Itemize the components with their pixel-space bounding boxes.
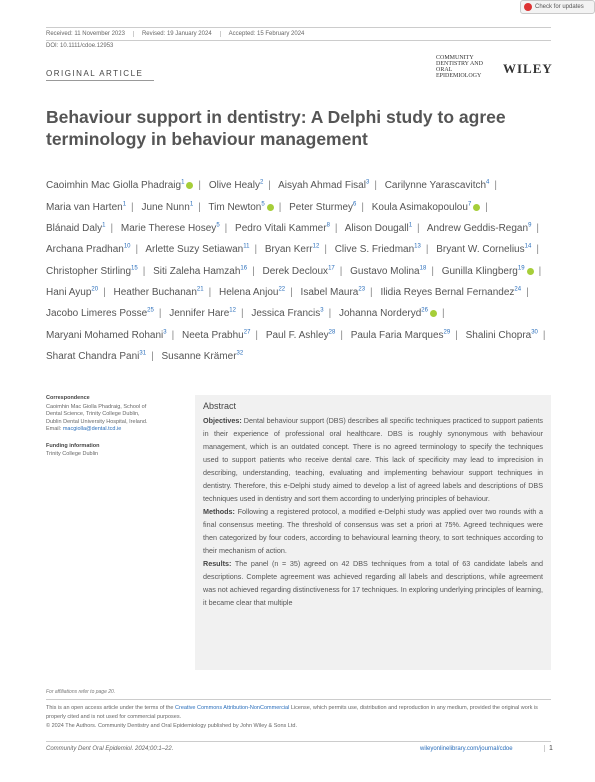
objectives-text: Dental behaviour support (DBS) describes all specific techniques practiced to support patients in their experience of professional oral healthcare. DBS is roughly synonymous with behaviour management, which is an outdated concept. There is no agreed terminology to specify the techniques used to support patients who receive dental care. This lack of specificity may lead to imprecision in describing, understanding, teaching, evaluating and implementing behaviour support techniques in dentistry. Therefore, this e-Delphi study aimed to develop a list of agreed labels and descriptions of DBS techniques used in dentistry and sort them according to underlying principles of behaviour. — [203, 416, 543, 503]
author-name: Jessica Francis — [251, 308, 321, 320]
orcid-icon[interactable] — [267, 204, 274, 211]
author-name: Gunilla Klingberg — [441, 265, 518, 277]
author-name: Maryani Mohamed Rohani — [46, 329, 164, 341]
author-separator: | — [171, 329, 175, 341]
author-affiliation-number: 1 — [122, 201, 127, 208]
author-name: Paula Faria Marques — [350, 329, 444, 341]
copyright: © 2024 The Authors. Community Dentistry and Oral Epidemiology published by John Wiley & Sons Ltd. — [46, 723, 297, 729]
license-suffix: License, which permits use, distribution and reproduction in any medium, provided the original work is properly cited and is not used for commercial purposes. — [46, 705, 538, 720]
author-affiliation-number: 1 — [102, 222, 106, 229]
author-affiliation-number: 2 — [259, 180, 264, 186]
author-name: June Nunn — [141, 201, 190, 213]
author-separator: | — [536, 222, 540, 234]
check-updates-label: Check for updates — [535, 4, 584, 10]
author-separator: | — [370, 286, 373, 298]
author[interactable] — [351, 330, 451, 341]
author[interactable] — [182, 330, 250, 341]
author-name: Clive S. Friedman — [334, 244, 415, 256]
author-name: Carilynne Yarascavitch — [384, 180, 487, 192]
correspondence-block — [46, 395, 186, 459]
author-name: Sharat Chandra Pani — [46, 350, 140, 362]
author-name: Maria van Harten — [46, 201, 123, 213]
author-name: Gustavo Molina — [350, 265, 420, 277]
author-affiliation-number: 12 — [229, 307, 236, 314]
author-affiliation-number: 7 — [467, 201, 472, 208]
author-separator: | — [240, 308, 244, 320]
author-name: Neeta Prabhu — [182, 329, 244, 341]
author-affiliation-number: 1 — [408, 222, 413, 229]
author-separator: | — [494, 180, 497, 192]
objectives-label: Objectives: — [203, 416, 242, 425]
author[interactable] — [301, 287, 366, 298]
author-separator: | — [208, 286, 212, 298]
author-name: Derek Decloux — [262, 265, 329, 277]
journal-citation: Community Dent Oral Epidemiol. 2024;00:1–22. — [46, 746, 174, 752]
author-affiliation-number: 5 — [216, 222, 220, 229]
author-separator: | — [268, 180, 271, 192]
author[interactable] — [145, 244, 249, 255]
abstract-body — [203, 414, 543, 609]
author-affiliation-number: 3 — [320, 307, 324, 314]
author-separator: | — [542, 329, 546, 341]
correspondence-line: Dublin Dental University Hospital, Ireland. — [46, 418, 148, 425]
author-separator: | — [135, 244, 139, 256]
revised-date: Revised: 19 January 2024 — [142, 31, 221, 37]
author[interactable] — [46, 202, 126, 213]
author-affiliation-number: 17 — [328, 265, 335, 272]
author-name: Christopher Stirling — [46, 265, 132, 277]
author-affiliation-number: 10 — [123, 243, 131, 250]
author[interactable] — [345, 223, 412, 234]
correspondence-line: Caoimhin Mac Giolla Phadraig, School of — [46, 403, 147, 410]
author-name: Jennifer Hare — [169, 308, 230, 320]
author-affiliation-number: 8 — [326, 222, 330, 229]
author-affiliation-number: 20 — [91, 286, 99, 293]
article-type: ORIGINAL ARTICLE — [46, 69, 144, 78]
article-type-underline — [46, 80, 154, 81]
author[interactable] — [350, 266, 426, 277]
author-name: Jacobo Limeres Posse — [46, 308, 148, 320]
author-affiliation-number: 12 — [312, 243, 320, 250]
author[interactable] — [209, 180, 263, 191]
author-affiliation-number: 5 — [261, 201, 265, 208]
author[interactable] — [442, 266, 534, 277]
author[interactable] — [262, 266, 334, 277]
author-affiliation-number: 1 — [181, 180, 185, 186]
funding-text: Trinity College Dublin — [46, 451, 99, 457]
author-name: Tim Newton — [208, 201, 262, 213]
author-separator: | — [131, 201, 134, 213]
author-separator: | — [536, 244, 539, 256]
author-affiliation-number: 32 — [236, 350, 244, 357]
author-separator: | — [340, 329, 343, 341]
correspondence-heading: Correspondence — [46, 395, 90, 401]
author-affiliation-number: 22 — [278, 286, 286, 293]
results-label: Results: — [203, 559, 232, 568]
journal-logo-line: ORAL EPIDEMIOLOGY — [436, 67, 482, 79]
author[interactable] — [335, 244, 421, 255]
author[interactable] — [46, 287, 98, 298]
orcid-icon[interactable] — [527, 268, 534, 275]
doi[interactable]: DOI: 10.1111/cdoe.12953 — [46, 43, 114, 49]
abstract-methods — [203, 505, 543, 557]
author-affiliation-number: 18 — [419, 265, 427, 272]
author[interactable] — [46, 308, 154, 319]
author[interactable] — [208, 202, 273, 213]
abstract-objectives — [203, 414, 543, 505]
author[interactable] — [385, 180, 490, 191]
author-affiliation-number: 16 — [240, 265, 248, 272]
author-separator: | — [110, 222, 114, 234]
author-separator: | — [252, 265, 255, 277]
journal-url-link[interactable]: wileyonlinelibrary.com/journal/cdoe — [420, 746, 513, 752]
author[interactable] — [141, 202, 193, 213]
author-affiliation-number: 26 — [421, 307, 428, 314]
correspondence-email-line — [46, 426, 186, 434]
journal-logo-line: DENTISTRY AND — [436, 61, 483, 67]
author[interactable] — [251, 308, 323, 319]
author-separator: | — [374, 180, 377, 192]
author-affiliation-number: 6 — [353, 201, 357, 208]
author-name: Arlette Suzy Setiawan — [145, 244, 244, 256]
author-name: Olive Healy — [208, 180, 260, 192]
author[interactable] — [427, 223, 532, 234]
author-affiliation-number: 23 — [358, 286, 366, 293]
author-separator: | — [431, 265, 434, 277]
author-separator: | — [198, 201, 201, 213]
author[interactable] — [266, 330, 336, 341]
correspondence-line: Dental Science, Trinity College Dublin, — [46, 411, 140, 417]
author-name: Alison Dougall — [344, 222, 409, 234]
affiliations-note: For affiliations refer to page 20. — [46, 689, 116, 695]
received-date: Received: 11 November 2023 — [46, 31, 134, 37]
results-text: The panel (n = 35) agreed on 42 DBS techniques from a total of 63 candidate labels and descriptions. Complete agreement was achieved regarding all labels and descriptions, while agreement was not achieved regarding distinctiveness for 17 techniques. In exploring underlying principles of learning, it became clear that multiple — [203, 559, 544, 607]
author[interactable] — [46, 330, 167, 341]
author-affiliation-number: 9 — [528, 222, 532, 229]
author-affiliation-number: 3 — [365, 180, 370, 186]
author[interactable] — [278, 180, 369, 191]
crossmark-icon — [524, 3, 532, 11]
author[interactable] — [380, 287, 521, 298]
author-separator: | — [441, 308, 445, 320]
accepted-date: Accepted: 15 February 2024 — [228, 31, 305, 37]
author[interactable] — [153, 266, 247, 277]
author-affiliation-number: 11 — [243, 243, 250, 250]
author-name: Bryant W. Cornelius — [436, 244, 525, 256]
author-name: Aisyah Ahmad Fisal — [278, 180, 366, 192]
article-title: Behaviour support in dentistry: A Delphi study to agree terminology in behaviour management — [46, 107, 506, 149]
author-name: Helena Anjou — [218, 286, 279, 298]
author-name: Heather Buchanan — [113, 286, 197, 298]
author[interactable] — [46, 266, 138, 277]
dates-bar — [46, 27, 551, 41]
author-separator: | — [538, 265, 542, 277]
author-separator: | — [224, 222, 228, 234]
author-affiliation-number: 15 — [131, 265, 138, 272]
author-separator: | — [425, 244, 429, 256]
author[interactable] — [436, 244, 531, 255]
author-name: Shalini Chopra — [465, 329, 532, 341]
author-name: Blánaid Daly — [46, 222, 103, 234]
author-separator: | — [339, 265, 343, 277]
author[interactable] — [46, 180, 193, 191]
check-for-updates-button[interactable] — [520, 0, 595, 14]
author-affiliation-number: 29 — [443, 329, 451, 336]
author-name: Siti Zaleha Hamzah — [153, 265, 241, 277]
footer-divider — [46, 699, 551, 700]
author-name: Ilidia Reyes Bernal Fernandez — [380, 286, 515, 298]
author[interactable] — [466, 330, 538, 341]
author-affiliation-number: 30 — [531, 329, 538, 336]
author-affiliation-number: 27 — [243, 329, 251, 336]
author-name: Marie Therese Hosey — [120, 222, 217, 234]
orcid-icon[interactable] — [186, 182, 193, 189]
author[interactable] — [235, 223, 330, 234]
author-affiliation-number: 31 — [139, 350, 147, 357]
author-separator: | — [417, 222, 420, 234]
author[interactable] — [46, 223, 106, 234]
author-affiliation-number: 13 — [414, 243, 421, 250]
author-affiliation-number: 25 — [147, 307, 154, 314]
author-separator: | — [142, 265, 146, 277]
author[interactable] — [219, 287, 285, 298]
author-separator: | — [158, 308, 162, 320]
author-affiliation-number: 24 — [514, 286, 522, 293]
orcid-icon[interactable] — [473, 204, 480, 211]
author-list — [46, 174, 558, 366]
author-separator: | — [328, 308, 332, 320]
author-separator: | — [485, 201, 488, 213]
journal-logo — [436, 55, 494, 79]
author-separator: | — [290, 286, 293, 298]
funding-heading: Funding information — [46, 442, 100, 449]
author-separator: | — [455, 329, 458, 341]
author-separator: | — [255, 329, 259, 341]
author-name: Paul F. Ashley — [265, 329, 329, 341]
author-name: Andrew Geddis-Regan — [426, 222, 529, 234]
author-name: Hani Ayup — [46, 286, 92, 298]
author-affiliation-number: 21 — [196, 286, 204, 293]
author-name: Johanna Norderyd — [339, 308, 422, 320]
email-link[interactable]: macgiolla@dental.tcd.ie — [62, 426, 122, 432]
author-affiliation-number: 19 — [517, 265, 525, 272]
author-affiliation-number: 14 — [524, 243, 532, 250]
author-separator: | — [198, 180, 202, 192]
footer-divider — [46, 741, 551, 742]
author-name: Bryan Kerr — [264, 244, 313, 256]
journal-logo-line: COMMUNITY — [436, 55, 474, 61]
license-text — [46, 704, 551, 731]
author-name: Koula Asimakopoulou — [371, 201, 468, 213]
license-link[interactable]: Creative Commons Attribution-NonCommercial — [175, 705, 290, 711]
author-affiliation-number: 28 — [328, 329, 336, 336]
author[interactable] — [372, 202, 481, 213]
author-affiliation-number: 1 — [189, 201, 194, 208]
author-name: Susanne Krämer — [161, 350, 237, 362]
author-separator: | — [254, 244, 258, 256]
email-label: Email: — [46, 426, 63, 432]
author-separator: | — [103, 286, 106, 298]
author-name: Pedro Vitali Kammer — [235, 222, 327, 234]
author-separator: | — [324, 244, 327, 256]
author[interactable] — [113, 287, 203, 298]
author-name: Peter Sturmey — [289, 201, 354, 213]
author[interactable] — [46, 351, 146, 362]
license-prefix: This is an open access article under the terms of the — [46, 705, 176, 711]
author[interactable] — [161, 351, 243, 362]
author-separator: | — [526, 286, 529, 298]
methods-label: Methods: — [203, 507, 235, 516]
author[interactable] — [265, 244, 319, 255]
author-name: Caoimhin Mac Giolla Phadraig — [46, 180, 182, 192]
author[interactable] — [289, 202, 356, 213]
author-name: Isabel Maura — [300, 286, 359, 298]
author[interactable] — [339, 308, 437, 319]
author[interactable] — [46, 244, 131, 255]
methods-text: Following a registered protocol, a modified e-Delphi study was applied over two rounds with a final consensus meeting. The threshold of consensus was set a priori at 75%. Agreed techniques were then categorized by four coders, according to behavioural learning theory, to sort techniques according to their mechanism of action. — [203, 507, 544, 555]
page-number: 1 — [544, 745, 553, 752]
abstract-heading: Abstract — [203, 401, 237, 411]
author-separator: | — [151, 350, 154, 362]
abstract-results — [203, 557, 543, 609]
author-name: Archana Pradhan — [46, 244, 124, 256]
orcid-icon[interactable] — [430, 310, 437, 317]
author-affiliation-number: 4 — [486, 180, 490, 186]
author-affiliation-number: 3 — [163, 329, 167, 336]
author[interactable] — [169, 308, 236, 319]
author-separator: | — [361, 201, 364, 213]
author[interactable] — [121, 223, 220, 234]
author-separator: | — [278, 201, 282, 213]
author-separator: | — [334, 222, 338, 234]
publisher-logo: WILEY — [503, 61, 553, 76]
